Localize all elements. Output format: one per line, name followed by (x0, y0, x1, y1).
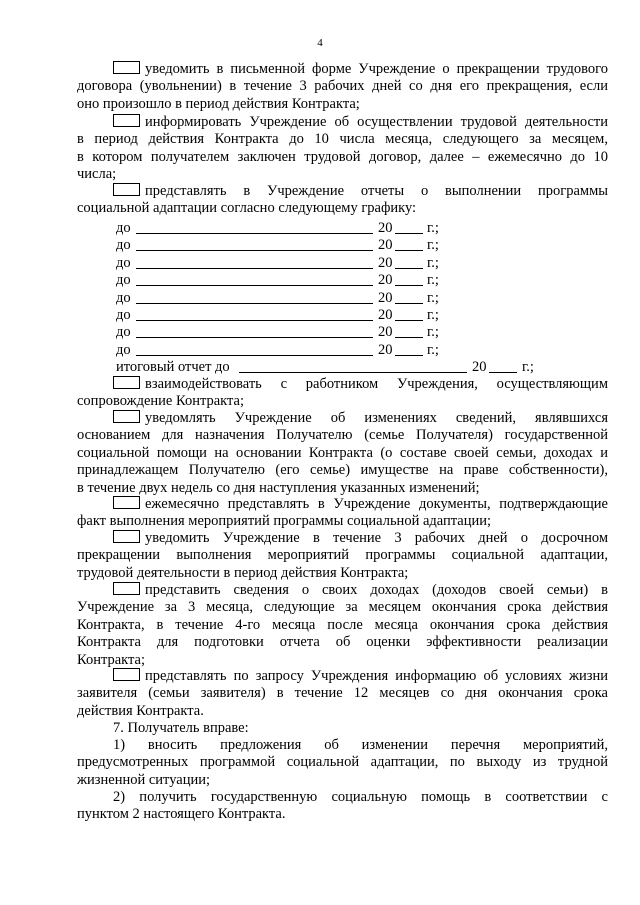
year-prefix: 20 (378, 272, 393, 289)
report-date-blank[interactable] (136, 255, 373, 269)
schedule-row (116, 237, 446, 254)
year-suffix: г.; (427, 289, 439, 306)
obligation-checkbox[interactable] (113, 582, 140, 595)
paragraph-line (77, 376, 608, 393)
obligation-checkbox[interactable] (113, 496, 140, 509)
line-text: 7. Получатель вправе: (113, 720, 249, 736)
paragraph (77, 410, 608, 497)
report-date-blank[interactable] (136, 307, 373, 321)
year-suffix: г.; (427, 254, 439, 271)
line-text: уведомлять Учреждение об изменениях сведений, являвшихся (145, 410, 608, 426)
schedule-prefix: до (116, 220, 131, 236)
paragraph (77, 496, 608, 531)
year-prefix: 20 (378, 220, 393, 236)
line-text: Контракта; (77, 651, 145, 668)
paragraph-line (77, 480, 608, 497)
paragraph-line (77, 200, 608, 217)
year-prefix: 20 (378, 237, 393, 254)
line-text: 2) получить государственную социальную помощь в соответствии с (113, 789, 608, 805)
year-blank[interactable] (395, 324, 423, 338)
schedule-prefix: до (116, 307, 131, 323)
report-date-blank[interactable] (136, 290, 373, 304)
line-text: представлять в Учреждение отчеты о выполнении программы (145, 183, 608, 199)
year-prefix: 20 (378, 341, 393, 358)
paragraph-line (77, 496, 608, 513)
schedule-row (116, 342, 446, 359)
year-suffix: г.; (427, 237, 439, 254)
paragraph-line (77, 720, 608, 737)
line-text: ежемесячно представлять в Учреждение документы, подтверждающие (145, 496, 608, 512)
schedule-row (116, 290, 446, 307)
obligation-checkbox[interactable] (113, 376, 140, 389)
paragraph (77, 720, 608, 737)
paragraph (77, 114, 608, 184)
obligation-checkbox[interactable] (113, 114, 140, 127)
paragraph (77, 530, 608, 582)
obligation-checkbox[interactable] (113, 530, 140, 543)
schedule-row (116, 307, 446, 324)
paragraph-line (77, 96, 608, 113)
line-text: информировать Учреждение об осуществлении трудовой деятельности (145, 114, 608, 130)
year-suffix: г.; (427, 307, 439, 323)
paragraph-line (77, 166, 608, 183)
paragraph-line (77, 61, 608, 78)
paragraph-line (77, 565, 608, 582)
paragraph-line (77, 582, 608, 599)
line-text: пунктом 2 настоящего Контракта. (77, 806, 286, 823)
schedule-row (116, 220, 446, 237)
report-date-blank[interactable] (136, 342, 373, 356)
line-text: принадлежащем Получателю (его семье) имуществе на праве собственности), (77, 462, 608, 479)
report-date-blank[interactable] (136, 220, 373, 234)
paragraph (77, 668, 608, 720)
year-blank[interactable] (395, 272, 423, 286)
page-number: 4 (317, 37, 323, 49)
year-suffix: г.; (427, 220, 439, 236)
obligation-checkbox[interactable] (113, 410, 140, 423)
line-text: предусмотренных программой социальной адаптации, по выходу из трудной (77, 754, 608, 771)
line-text: представить сведения о своих доходах (доходов своей семьи) в (145, 582, 608, 598)
line-text: уведомить в письменной форме Учреждение о прекращении трудового (145, 61, 608, 77)
line-text: числа; (77, 166, 117, 183)
report-date-blank[interactable] (136, 237, 373, 251)
paragraph (77, 789, 608, 824)
schedule-row (116, 255, 446, 272)
year-prefix: 20 (378, 289, 393, 306)
paragraph-line (77, 114, 608, 131)
obligation-checkbox[interactable] (113, 183, 140, 196)
final-report-row (116, 359, 536, 376)
schedule-row (116, 324, 446, 341)
line-text: договора (увольнении) в течение 3 рабочих дней со дня его прекращения, если (77, 78, 608, 95)
paragraph (77, 582, 608, 669)
year-suffix: г.; (522, 359, 534, 376)
paragraph-line (77, 149, 608, 166)
paragraph-line (77, 634, 608, 651)
paragraph-line (77, 772, 608, 789)
schedule-prefix: до (116, 272, 131, 289)
line-text: сопровождение Контракта; (77, 393, 244, 410)
schedule-prefix: до (116, 289, 131, 306)
paragraph-line (77, 789, 608, 806)
line-text: Учреждение за 3 месяца, следующие за месяцем окончания срока действия (77, 599, 608, 616)
year-suffix: г.; (427, 324, 439, 341)
paragraph-line (77, 668, 608, 685)
line-text: в период действия Контракта до 10 числа месяца, следующего за месяцем, (77, 131, 608, 148)
paragraph-line (77, 547, 608, 564)
paragraph-line (77, 183, 608, 200)
line-text: факт выполнения мероприятий программы социальной адаптации; (77, 513, 492, 530)
line-text: основанием для назначения Получателю (семье Получателя) государственной (77, 427, 608, 444)
paragraph (77, 183, 608, 218)
line-text: представлять по запросу Учреждения информацию об условиях жизни (145, 668, 608, 684)
paragraph-line (77, 754, 608, 771)
year-suffix: г.; (427, 272, 439, 289)
year-blank[interactable] (395, 342, 423, 356)
schedule-prefix: до (116, 254, 131, 271)
obligation-checkbox[interactable] (113, 61, 140, 74)
line-text: жизненной ситуации; (77, 771, 210, 788)
report-date-blank[interactable] (136, 272, 373, 286)
paragraph-line (77, 513, 608, 530)
paragraph-line (77, 685, 608, 702)
line-text: в котором получателем заключен трудовой договор, далее – ежемесячно до 10 (77, 148, 608, 165)
line-text: взаимодействовать с работником Учреждения, осуществляющим (145, 376, 608, 392)
paragraph-line (77, 410, 608, 427)
line-text: трудовой деятельности в период действия Контракта; (77, 564, 409, 581)
paragraph-line (77, 427, 608, 444)
line-text: Контракта для подготовки отчета об оценки эффективности реализации (77, 634, 608, 651)
schedule-prefix: до (116, 237, 131, 254)
paragraph-line (77, 78, 608, 95)
paragraph-line (77, 445, 608, 462)
line-text: оно произошло в период действия Контракта; (77, 95, 360, 112)
line-text: социальной адаптации согласно следующему графику: (77, 200, 417, 217)
year-blank[interactable] (395, 290, 423, 304)
paragraph-line (77, 737, 608, 754)
schedule-prefix: до (116, 341, 131, 358)
year-prefix: 20 (378, 254, 393, 271)
paragraph-line (77, 806, 608, 823)
paragraph (77, 61, 608, 113)
paragraph-line (77, 393, 608, 410)
paragraph (77, 737, 608, 789)
year-blank[interactable] (489, 359, 517, 373)
year-prefix: 20 (472, 359, 487, 376)
line-text: Контракта, в течение 4-го месяца после месяца окончания срока действия (77, 616, 608, 633)
paragraph-line (77, 599, 608, 616)
report-date-blank[interactable] (136, 324, 373, 338)
paragraph-line (77, 703, 608, 720)
year-prefix: 20 (378, 307, 393, 323)
final-report-label: итоговый отчет до (116, 359, 230, 376)
line-text: действия Контракта. (77, 702, 204, 719)
line-text: социальной помощи на основании Контракта (о составе своей семьи, доходах и (77, 444, 608, 461)
schedule-row (116, 272, 446, 289)
paragraph-line (77, 617, 608, 634)
paragraph-line (77, 530, 608, 547)
line-text: уведомить Учреждение в течение 3 рабочих дней о досрочном (145, 530, 608, 546)
final-report-date-blank[interactable] (239, 359, 467, 373)
paragraph (77, 376, 608, 411)
year-blank[interactable] (395, 307, 423, 321)
paragraph-line (77, 131, 608, 148)
year-blank[interactable] (395, 237, 423, 251)
year-suffix: г.; (427, 341, 439, 358)
paragraph-line (77, 652, 608, 669)
line-text: заявителя (семьи заявителя) в течение 12 месяцев со дня окончания срока (77, 685, 608, 702)
line-text: в течение двух недель со дня наступления указанных изменений; (77, 479, 480, 496)
paragraph-line (77, 462, 608, 479)
line-text: прекращении выполнения мероприятий программы социальной адаптации, (77, 547, 608, 564)
year-blank[interactable] (395, 255, 423, 269)
year-prefix: 20 (378, 324, 393, 341)
year-blank[interactable] (395, 220, 423, 234)
line-text: 1) вносить предложения об изменении перечня мероприятий, (113, 737, 608, 753)
obligation-checkbox[interactable] (113, 668, 140, 681)
schedule-prefix: до (116, 324, 131, 341)
